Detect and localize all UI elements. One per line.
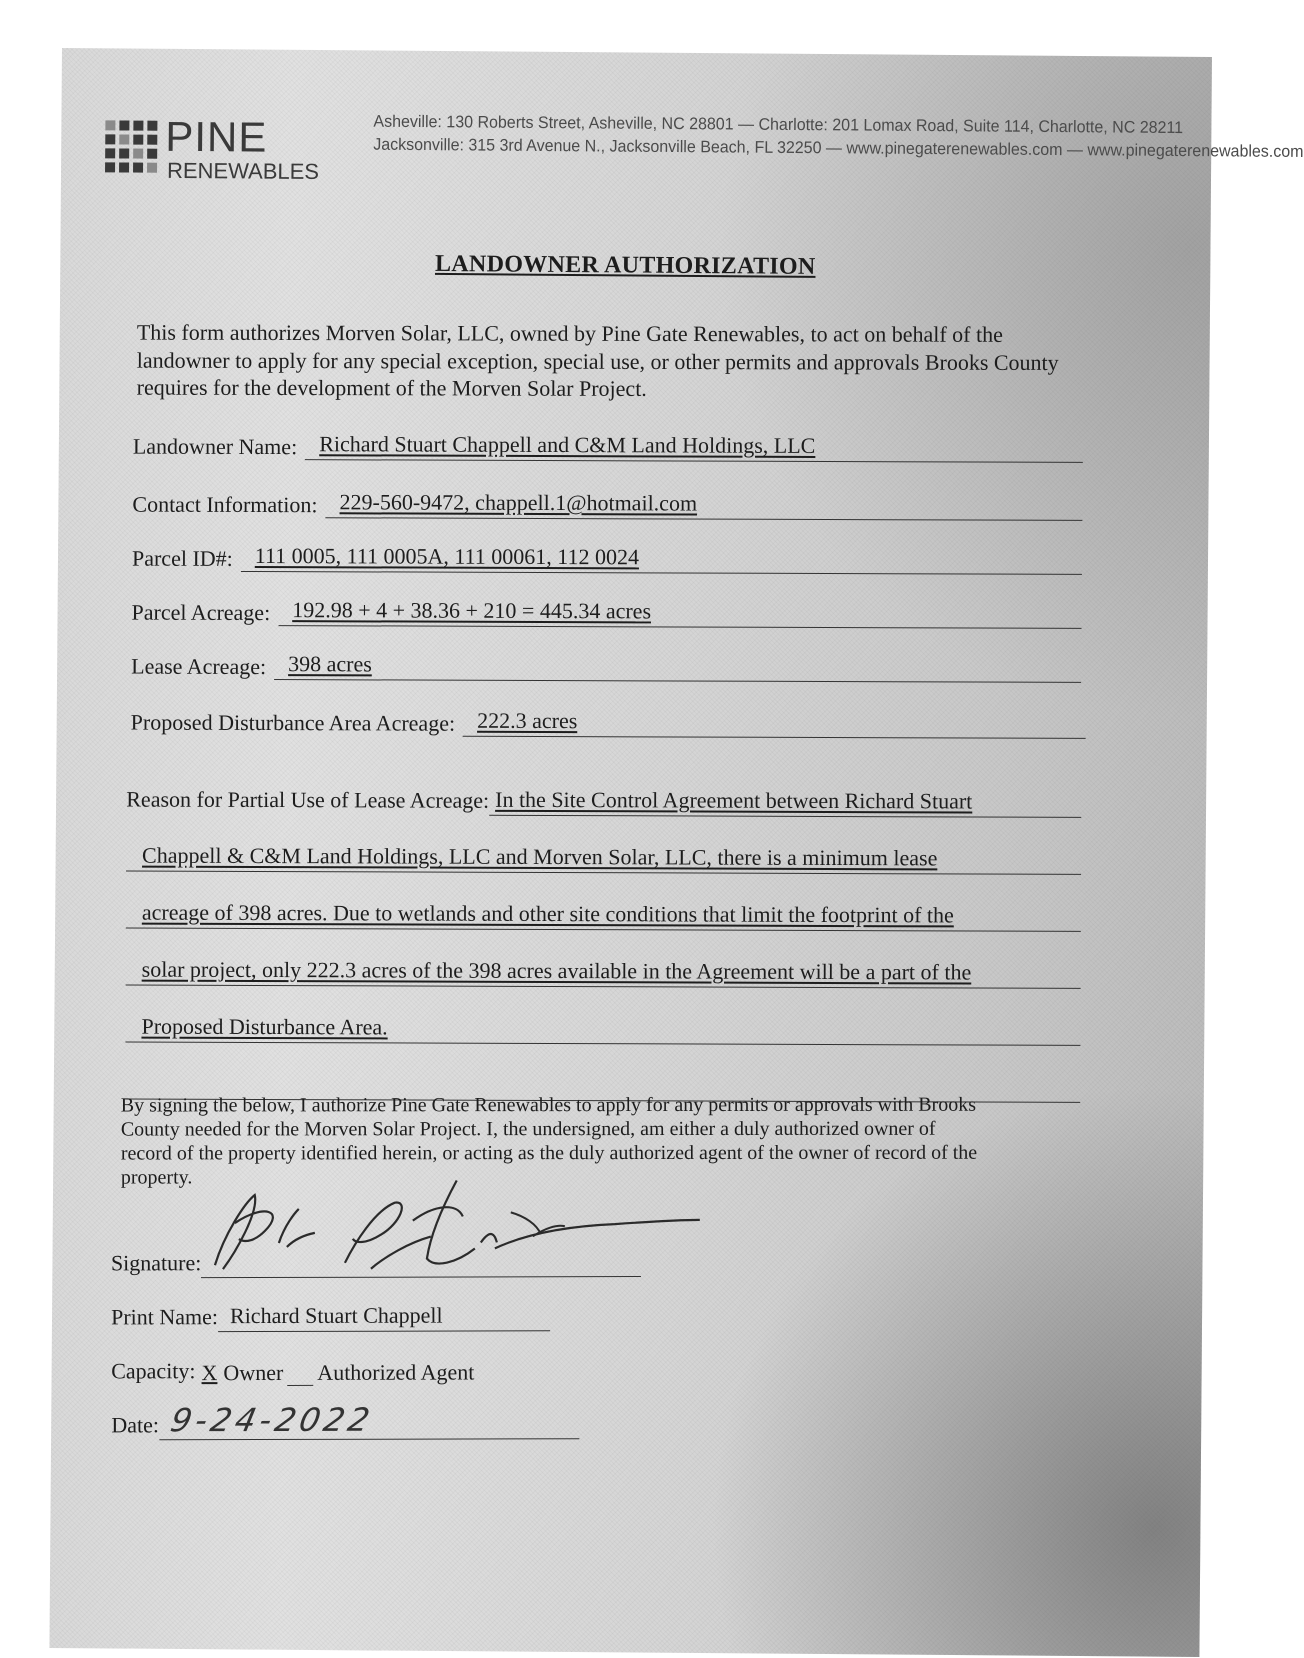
- lease-acreage-field: [131, 651, 1081, 683]
- disturbance-acreage-field: [131, 707, 1086, 739]
- landowner-name-field: [133, 431, 1083, 463]
- signature-row: [111, 1217, 711, 1279]
- pine-renewables-logo: [105, 112, 320, 198]
- contact-information-label: Contact Information:: [132, 491, 318, 518]
- reason-row-2: [126, 815, 1081, 875]
- capacity-owner-mark[interactable]: X: [201, 1360, 218, 1386]
- landowner-name-value: Richard Stuart Chappell and C&M Land Holdings, LLC: [305, 431, 1083, 463]
- date-row: [111, 1385, 711, 1441]
- reason-line-2: Chappell & C&M Land Holdings, LLC and Morven Solar, LLC, there is a minimum lease: [142, 842, 938, 871]
- reason-line-5: Proposed Disturbance Area.: [141, 1013, 388, 1040]
- parcel-id-value: 111 0005, 111 0005A, 111 00061, 112 0024: [241, 543, 1082, 575]
- letterhead-address: [373, 110, 1304, 163]
- intro-paragraph: This form authorizes Morven Solar, LLC, owned by Pine Gate Renewables, to act on behalf of the landowner to apply for any special exception, special use, or other permits and approvals Brooks County requires for the development of the Morven Solar Project.: [136, 319, 1059, 401]
- capacity-agent-label: Authorized Agent: [317, 1359, 475, 1385]
- signature-block: [111, 1217, 712, 1441]
- address-line-1: Asheville: 130 Roberts Street, Asheville, NC 28801 — Charlotte: 201 Lomax Road, Suite 114, Charlotte, NC 28211: [373, 113, 1184, 138]
- address-line-2: Jacksonville: 315 3rd Avenue N., Jacksonville Beach, FL 32250 — www.pinegaterenewables.com — www.pinegaterenewables.com: [373, 136, 1304, 162]
- reason-line-4: solar project, only 222.3 acres of the 398 acres available in the Agreement will be a part of the: [141, 956, 972, 985]
- parcel-acreage-label: Parcel Acreage:: [131, 599, 271, 626]
- reason-line-3: acreage of 398 acres. Due to wetlands and other site conditions that limit the footprint of the: [141, 899, 954, 928]
- parcel-id-label: Parcel ID#:: [131, 545, 233, 571]
- consent-paragraph: By signing the below, I authorize Pine Gate Renewables to apply for any permits or approvals with Brooks County needed for the Morven Solar Project. I, the undersigned, am either a duly authorized owner of record of the property identified herein, or acting as the duly authorized agent of the owner of record of the property.: [120, 1093, 978, 1189]
- lease-acreage-value: 398 acres: [274, 651, 1081, 683]
- logo-text-renewables: RENEWABLES: [166, 157, 320, 185]
- reason-row-3: [126, 872, 1081, 932]
- capacity-owner-label: Owner: [223, 1359, 284, 1386]
- parcel-id-field: [132, 543, 1082, 575]
- signature-field[interactable]: [201, 1232, 641, 1278]
- reason-row-4: [126, 929, 1081, 989]
- capacity-agent-blank[interactable]: [287, 1385, 313, 1386]
- print-name-row: [111, 1277, 711, 1333]
- reason-row-1: [126, 759, 1081, 818]
- capacity-row: [111, 1331, 711, 1387]
- reason-label: Reason for Partial Use of Lease Acreage:: [126, 786, 490, 813]
- capacity-label: Capacity:: [111, 1358, 196, 1384]
- handwritten-signature: [195, 1172, 715, 1283]
- logo-grid-icon: [105, 120, 159, 176]
- logo-text-pine: PINE: [165, 112, 268, 161]
- date-field[interactable]: [159, 1398, 579, 1440]
- form-title: LANDOWNER AUTHORIZATION: [434, 250, 816, 280]
- print-name-label: Print Name:: [111, 1304, 219, 1330]
- parcel-acreage-field: [132, 597, 1082, 629]
- parcel-acreage-value: 192.98 + 4 + 38.36 + 210 = 445.34 acres: [278, 597, 1081, 629]
- contact-information-value: 229-560-9472, chappell.1@hotmail.com: [326, 489, 1083, 521]
- scanned-page: [49, 48, 1304, 1657]
- landowner-name-label: Landowner Name:: [132, 433, 298, 460]
- print-name-value[interactable]: Richard Stuart Chappell: [218, 1302, 550, 1332]
- reason-line-1: In the Site Control Agreement between Richard Stuart: [489, 787, 1081, 818]
- reason-section: [125, 759, 1081, 1103]
- signature-label: Signature:: [110, 1250, 202, 1276]
- contact-information-field: [132, 489, 1082, 521]
- date-value: 9-24-2022: [167, 1400, 377, 1440]
- date-label: Date:: [111, 1412, 160, 1438]
- disturbance-acreage-label: Proposed Disturbance Area Acreage:: [130, 709, 456, 736]
- reason-row-5: [125, 986, 1080, 1046]
- lease-acreage-label: Lease Acreage:: [131, 653, 267, 680]
- disturbance-acreage-value: 222.3 acres: [463, 708, 1086, 739]
